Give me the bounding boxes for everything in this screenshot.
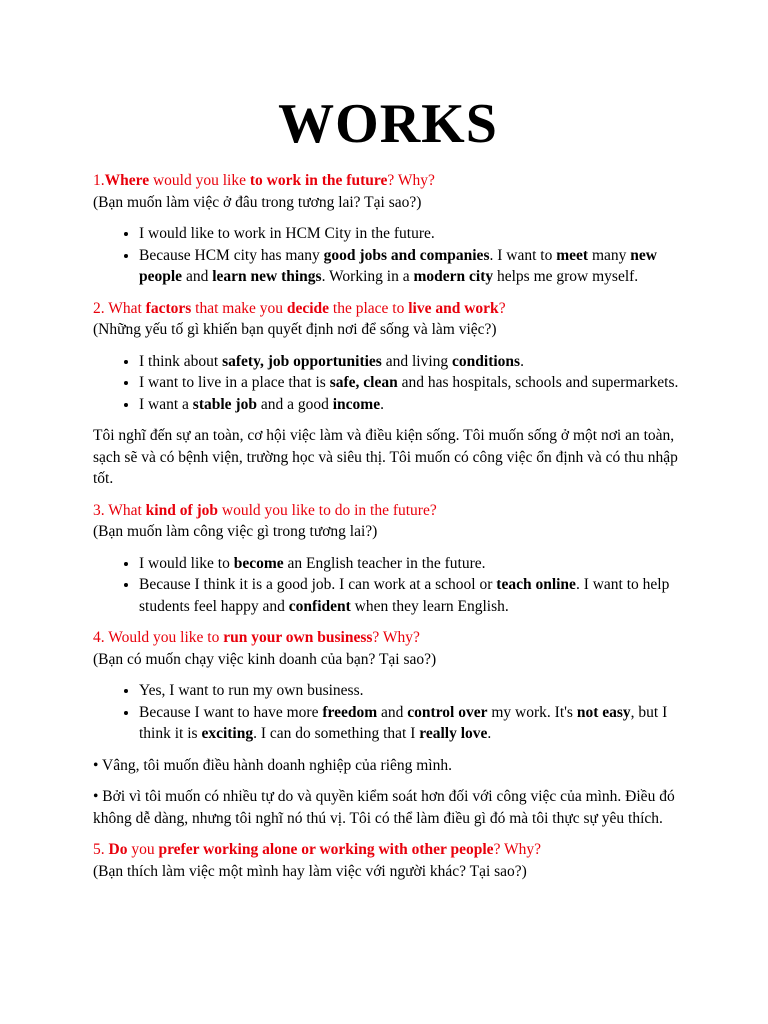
answer-list-2 xyxy=(93,351,683,416)
list-item: • I would like to work in HCM City in the future. xyxy=(139,223,683,245)
question-1 xyxy=(93,170,683,192)
translation-3: (Bạn muốn làm công việc gì trong tương lai?) xyxy=(93,523,378,540)
vietnamese-paragraph-2: Tôi nghĩ đến sự an toàn, cơ hội việc làm và điều kiện sống. Tôi muốn sống ở một nơi an toàn, sạch sẽ và có bệnh viện, trường học và siêu thị. Tôi muốn có công việc ổn định và có thu nhập tốt. xyxy=(93,427,678,487)
q-key: to work in the future xyxy=(249,172,388,189)
vietnamese-paragraph-4a: • Vâng, tôi muốn điều hành doanh nghiệp của riêng mình. xyxy=(93,756,452,774)
q-text: 1. xyxy=(93,172,105,189)
answer-list-3 xyxy=(93,553,683,618)
list-item: • Because I think it is a good job. I can work at a school or teach online. I want to help students feel happy and confident when they learn English. xyxy=(139,574,683,617)
translation-2: (Những yếu tố gì khiến bạn quyết định nơi để sống và làm việc?) xyxy=(93,321,497,338)
page-title: WORKS xyxy=(278,93,498,155)
list-item: • I want a stable job and a good income. xyxy=(139,394,683,416)
list-item: • Because I want to have more freedom and control over my work. It's not easy, but I think it is exciting. I can do something that I really love. xyxy=(139,702,683,745)
q-text: would you like xyxy=(149,172,250,189)
list-item: • I think about safety, job opportunities and living conditions. xyxy=(139,351,683,373)
translation-1: (Bạn muốn làm việc ở đâu trong tương lai? Tại sao?) xyxy=(93,193,422,211)
answer-list-1 xyxy=(93,223,683,288)
vietnamese-paragraph-4b: • Bởi vì tôi muốn có nhiều tự do và quyền kiểm soát hơn đối với công việc của mình. Điều đó không dễ dàng, nhưng tôi nghĩ nó thú vị. Tôi có thể làm điều gì đó mà tôi thực sự yêu thích. xyxy=(93,788,675,827)
question-5: 5. Do you prefer working alone or working with other people? Why? xyxy=(93,841,542,858)
question-2: 2. What factors that make you decide the place to live and work? xyxy=(93,299,506,317)
question-4: 4. Would you like to run your own business? Why? xyxy=(93,629,420,646)
list-item: • Yes, I want to run my own business. xyxy=(139,680,683,702)
document-page xyxy=(93,88,683,882)
q-key: Where xyxy=(104,172,150,189)
list-item: • I want to live in a place that is safe, clean and has hospitals, schools and supermarkets. xyxy=(139,372,683,394)
q-text: ? Why? xyxy=(387,172,435,189)
list-item: • Because HCM city has many good jobs and companies. I want to meet many new people and learn new things. Working in a modern city helps me grow myself. xyxy=(139,245,683,288)
translation-5: (Bạn thích làm việc một mình hay làm việc với người khác? Tại sao?) xyxy=(93,862,527,880)
list-item: • I would like to become an English teacher in the future. xyxy=(139,553,683,575)
answer-list-4 xyxy=(93,680,683,745)
question-3: 3. What kind of job would you like to do in the future? xyxy=(93,501,437,519)
translation-4: (Bạn có muốn chạy việc kinh doanh của bạn? Tại sao?) xyxy=(93,650,437,668)
